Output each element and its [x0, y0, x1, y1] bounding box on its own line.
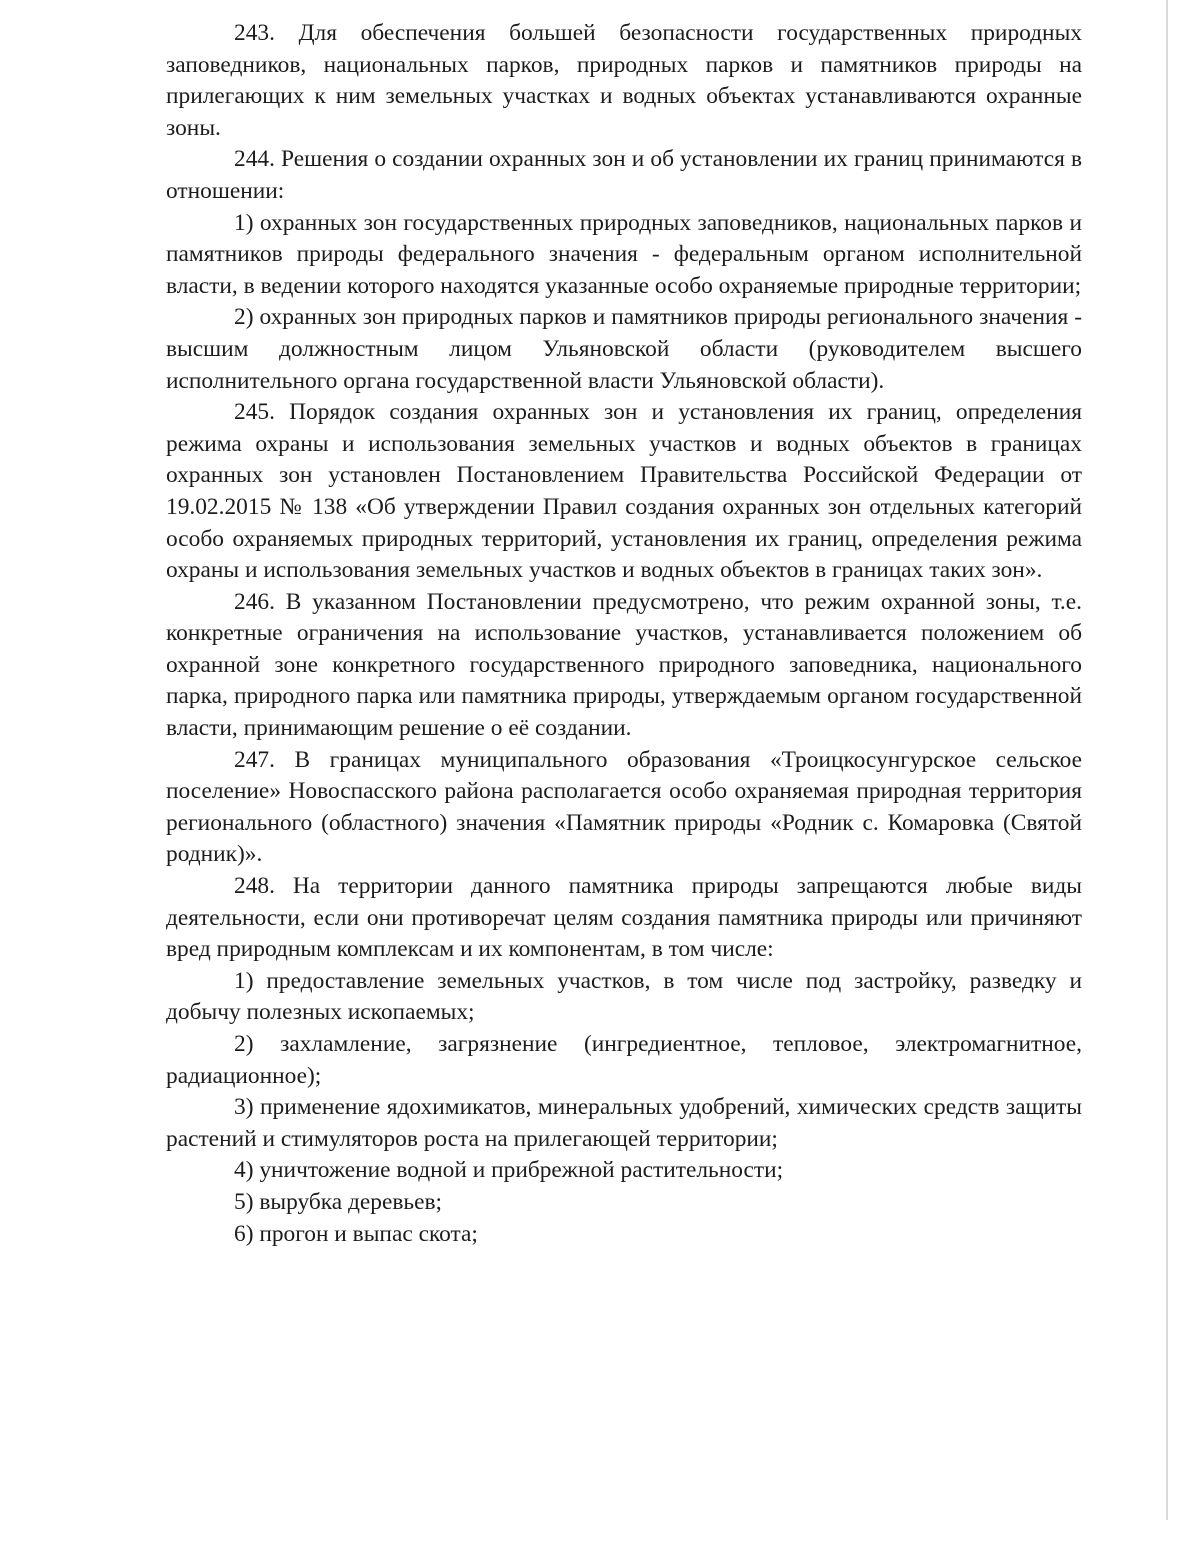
list-item-248-6: 6) прогон и выпас скота; — [234, 1220, 478, 1247]
list-item-248-1: 1) предоставление земельных участков, в том числе под застройку, разведку и добычу полезных ископаемых; — [166, 967, 1082, 1026]
list-item-248-3: 3) применение ядохимикатов, минеральных удобрений, химических средств защиты растений и стимуляторов роста на прилегающей территории; — [166, 1094, 1082, 1152]
list-item-248-2: 2) захламление, загрязнение (ингредиентное, тепловое, электромагнитное, радиационное); — [166, 1031, 1082, 1089]
list-item-244-2: 2) охранных зон природных парков и памятников природы регионального значения - высшим должностным лицом Ульяновской области (руководителем высшего исполнительного органа государственной власти Ульяновской области). — [166, 304, 1082, 394]
paragraph-247: 247. В границах муниципального образования «Троицкосунгурское сельское поселение» Новоспасского района располагается особо охраняемая природная территория регионального (областного) значения «Памятник природы «Родник с. Комаровка (Святой родник)». — [166, 746, 1082, 868]
paragraph-243: 243. Для обеспечения большей безопасности государственных природных заповедников, национальных парков, природных парков и памятников природы на прилегающих к ним земельных участках и водных объектах устанавливаются охранные зоны. — [166, 20, 1082, 141]
paragraph-246: 246. В указанном Постановлении предусмотрено, что режим охранной зоны, т.е. конкретные ограничения на использование участков, устанавливается положением об охранной зоне конкретного государственного природного заповедника, национального парка, природного парка или памятника природы, утверждаемым органом государственной власти, принимающим решение о её создании. — [166, 588, 1082, 742]
paragraph-244: 244. Решения о создании охранных зон и об установлении их границ принимаются в отношении: — [166, 146, 1082, 204]
document-body — [166, 18, 1082, 1250]
paragraph-248: 248. На территории данного памятника природы запрещаются любые виды деятельности, если они противоречат целям создания памятника природы или причиняют вред природным комплексам и их компонентам, в том числе: — [166, 873, 1082, 963]
list-item-248-4: 4) уничтожение водной и прибрежной растительности; — [234, 1157, 784, 1184]
list-item-248-5: 5) вырубка деревьев; — [234, 1188, 443, 1215]
list-item-244-1: 1) охранных зон государственных природных заповедников, национальных парков и памятников природы федерального значения - федеральным органом исполнительной власти, в ведении которого находятся указанные особо охраняемые природные территории; — [166, 209, 1082, 299]
page-edge-line — [1166, 0, 1168, 1520]
paragraph-245: 245. Порядок создания охранных зон и установления их границ, определения режима охраны и использования земельных участков и водных объектов в границах охранных зон установлен Постановлением Правительства Российской Федерации от 19.02.2015 № 138 «Об утверждении Правил создания охранных зон отдельных категорий особо охраняемых природных территорий, установления их границ, определения режима охраны и использования земельных участков и водных объектов в границах таких зон». — [166, 399, 1082, 584]
